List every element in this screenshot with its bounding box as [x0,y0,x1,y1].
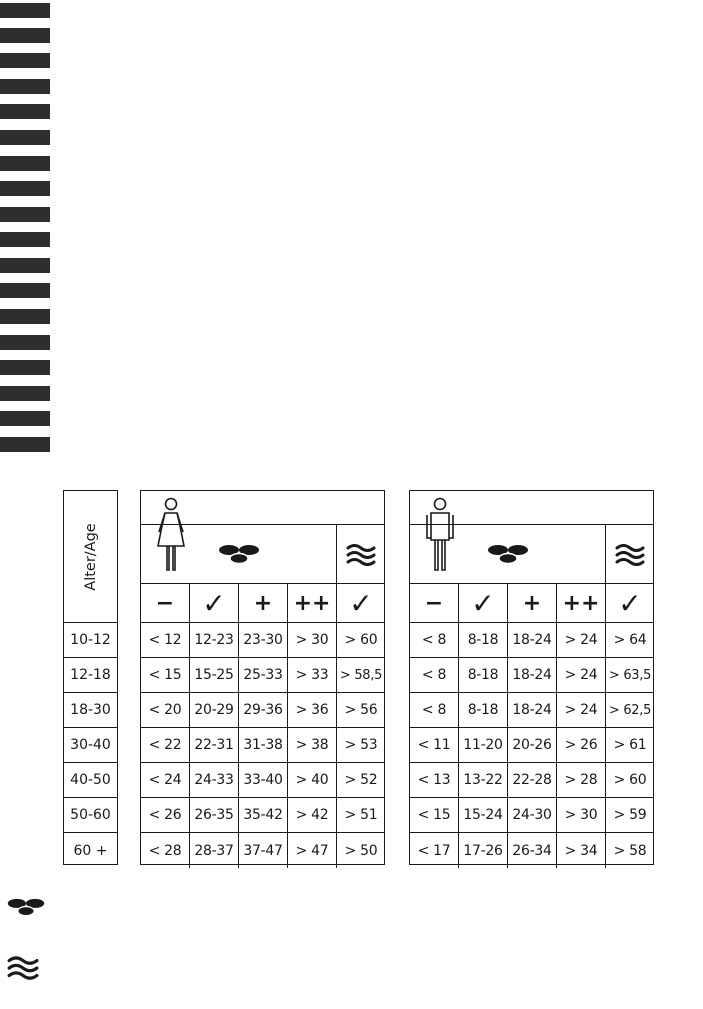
table-row [410,728,653,763]
table-cell: > 30 [557,798,606,832]
side-tab [0,335,50,350]
table-cell: < 28 [141,833,190,868]
side-tab [0,3,50,18]
side-tab [0,181,50,196]
age-cell: 50-60 [64,798,117,833]
table-cell: 33-40 [239,763,288,797]
male-table [409,490,654,865]
plus-symbol: + [508,584,557,622]
table-cell: 25-33 [239,658,288,692]
table-cell: 20-26 [508,728,557,762]
table-cell: 12-23 [190,623,239,657]
table-row [141,763,384,798]
age-cell: 40-50 [64,763,117,798]
check-symbol: ✓ [190,584,239,622]
male-symbol-row [410,584,653,623]
table-row [410,658,653,693]
male-fat-cell [410,525,606,583]
table-cell: > 62,5 [608,702,652,718]
side-tab [0,283,50,298]
table-cell: > 24 [557,693,606,727]
table-cell: 15-25 [190,658,239,692]
female-table [140,490,385,865]
table-cell: < 15 [410,798,459,832]
table-row [410,693,653,728]
table-cell: 13-22 [459,763,508,797]
side-tab [0,411,50,426]
water-check-symbol: ✓ [349,586,373,620]
female-icon-row [141,525,384,584]
table-row [410,763,653,798]
table-row [410,798,653,833]
side-tab [0,232,50,247]
female-symbol-row [141,584,384,623]
table-cell: < 20 [141,693,190,727]
table-cell: < 8 [410,658,459,692]
table-cell: 24-33 [190,763,239,797]
table-cell: < 17 [410,833,459,868]
table-row [141,833,384,868]
body-fat-icon [486,543,530,565]
table-cell: 18-24 [508,658,557,692]
table-cell: > 42 [288,798,337,832]
plusplus-symbol: ++ [557,584,606,622]
age-cell: 60 + [73,842,108,859]
table-cell: 8-18 [459,693,508,727]
table-cell: > 47 [288,833,337,868]
male-water-cell [605,525,653,583]
table-cell: > 64 [613,632,647,648]
table-cell: > 24 [557,623,606,657]
table-cell: 22-31 [190,728,239,762]
side-tab [0,53,50,68]
table-cell: 15-24 [459,798,508,832]
side-tab [0,156,50,171]
side-tab [0,28,50,43]
table-cell: > 60 [613,772,647,788]
table-cell: > 52 [344,772,378,788]
side-tab [0,258,50,273]
table-cell: > 60 [344,632,378,648]
table-cell: > 36 [288,693,337,727]
side-tab [0,104,50,119]
age-column [63,490,118,865]
table-cell: > 38 [288,728,337,762]
table-cell: 20-29 [190,693,239,727]
table-cell: > 34 [557,833,606,868]
table-row [141,728,384,763]
male-icon-row [410,525,653,584]
table-row [410,833,653,868]
table-cell: 18-24 [508,693,557,727]
side-tab [0,130,50,145]
female-fat-cell [141,525,337,583]
age-cell: 18-30 [64,693,117,728]
table-cell: < 12 [141,623,190,657]
table-row [141,658,384,693]
table-cell: > 40 [288,763,337,797]
table-cell: 26-35 [190,798,239,832]
table-cell: > 56 [344,702,378,718]
table-cell: < 8 [410,693,459,727]
check-symbol: ✓ [459,584,508,622]
water-check-symbol: ✓ [618,586,642,620]
table-cell: > 58,5 [339,667,383,683]
body-water-icon [346,542,376,566]
side-tab [0,386,50,401]
side-tab [0,79,50,94]
table-cell: < 26 [141,798,190,832]
table-cell: 26-34 [508,833,557,868]
plusplus-symbol: ++ [288,584,337,622]
table-cell: > 59 [613,807,647,823]
side-tab [0,360,50,375]
table-cell: 35-42 [239,798,288,832]
table-row [141,798,384,833]
table-cell: 28-37 [190,833,239,868]
table-cell: 22-28 [508,763,557,797]
table-cell: > 24 [557,658,606,692]
table-cell: 11-20 [459,728,508,762]
plus-symbol: + [239,584,288,622]
table-cell: < 15 [141,658,190,692]
table-cell: > 28 [557,763,606,797]
body-water-icon [615,542,645,566]
minus-symbol: − [141,584,190,622]
table-cell: > 33 [288,658,337,692]
table-cell: > 53 [344,737,378,753]
table-row [141,623,384,658]
table-row [410,623,653,658]
table-cell: > 51 [344,807,378,823]
table-cell: 17-26 [459,833,508,868]
table-cell: < 8 [410,623,459,657]
minus-symbol: − [410,584,459,622]
table-cell: < 11 [410,728,459,762]
table-cell: 24-30 [508,798,557,832]
side-tab [0,207,50,222]
side-tab [0,437,50,452]
age-cell: 30-40 [64,728,117,763]
table-cell: > 26 [557,728,606,762]
table-cell: > 61 [613,737,647,753]
age-cell: 12-18 [64,658,117,693]
body-fat-icon [217,543,261,565]
table-cell: < 24 [141,763,190,797]
table-cell: 37-47 [239,833,288,868]
side-tab [0,309,50,324]
table-cell: < 13 [410,763,459,797]
legend-water-icon [7,954,39,980]
table-cell: > 58 [613,842,647,859]
table-cell: 29-36 [239,693,288,727]
table-cell: 18-24 [508,623,557,657]
table-cell: > 63,5 [608,667,652,683]
table-row [141,693,384,728]
age-header [64,491,117,623]
table-cell: < 22 [141,728,190,762]
table-cell: 31-38 [239,728,288,762]
table-cell: > 30 [288,623,337,657]
female-water-cell [336,525,384,583]
age-cell: 10-12 [64,623,117,658]
table-cell: 23-30 [239,623,288,657]
table-cell: > 50 [344,842,378,859]
table-cell: 8-18 [459,658,508,692]
table-cell: 8-18 [459,623,508,657]
age-header-label: Alter/Age [82,523,99,591]
legend-fat-icon [6,896,46,918]
